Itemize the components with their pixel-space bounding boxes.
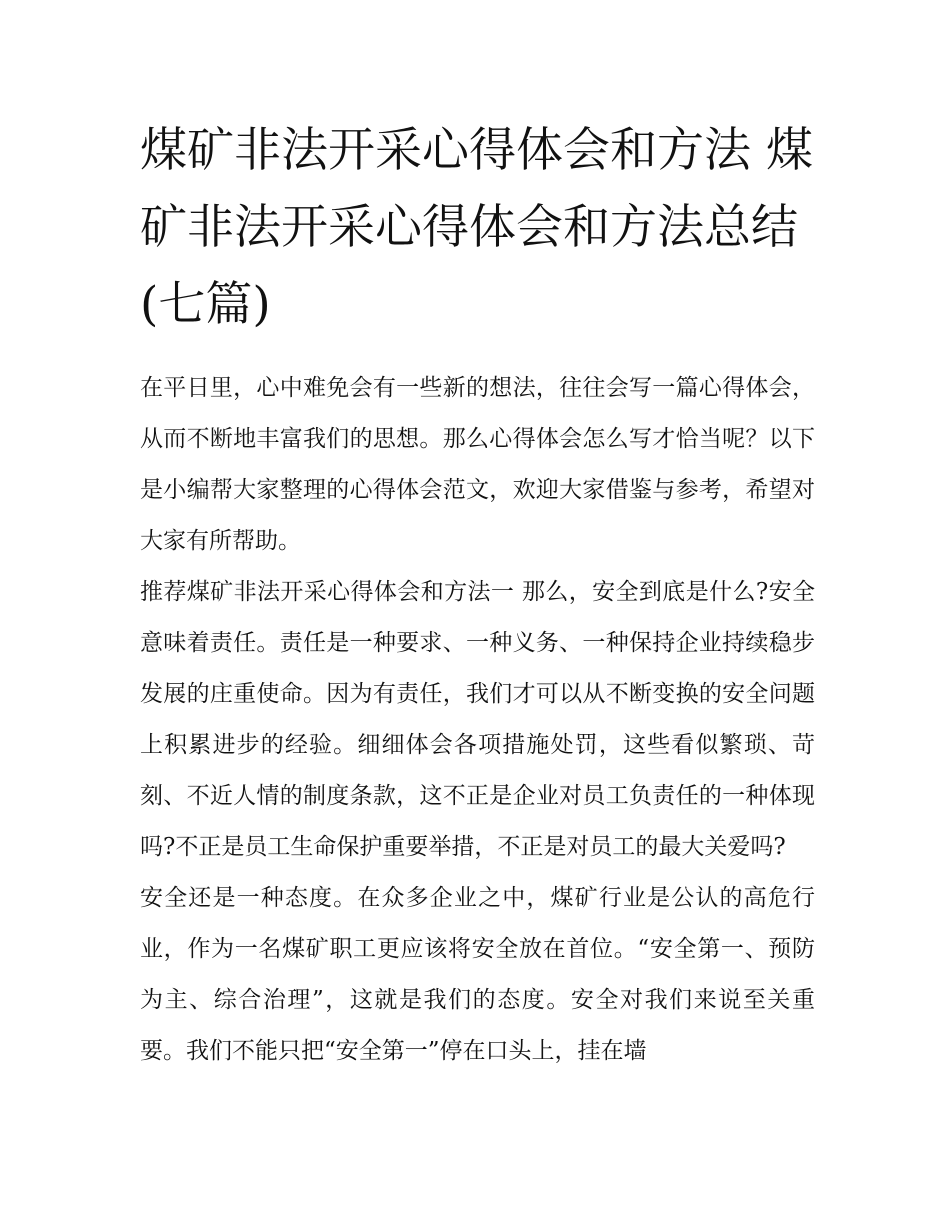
body-paragraph-safety-responsibility: 推荐煤矿非法开采心得体会和方法一 那么，安全到底是什么?安全意味着责任。责任是一种要求、一种义务、一种保持企业持续稳步发展的庄重使命。因为有责任，我们才可以从不断变换的安全问题上积累进步的经验。细细体会各项措施处罚，这些看似繁琐、苛刻、不近人情的制度条款，这不正是企业对员工负责任的一种体现吗?不正是员工生命保护重要举措，不正是对员工的最大关爱吗? [140,579,815,860]
document-body [140,112,815,1077]
intro-paragraph: 在平日里，心中难免会有一些新的想法，往往会写一篇心得体会，从而不断地丰富我们的思想。那么心得体会怎么写才恰当呢？以下是小编帮大家整理的心得体会范文，欢迎大家借鉴与参考，希望对大家有所帮助。 [140,375,815,554]
body-paragraph-safety-attitude: 安全还是一种态度。在众多企业之中，煤矿行业是公认的高危行业，作为一名煤矿职工更应该将安全放在首位。“安全第一、预防为主、综合治理”，这就是我们的态度。安全对我们来说至关重要。我们不能只把“安全第一”停在口头上，挂在墙 [140,885,815,1064]
document-title: 煤矿非法开采心得体会和方法 煤矿非法开采心得体会和方法总结(七篇) [140,123,813,332]
